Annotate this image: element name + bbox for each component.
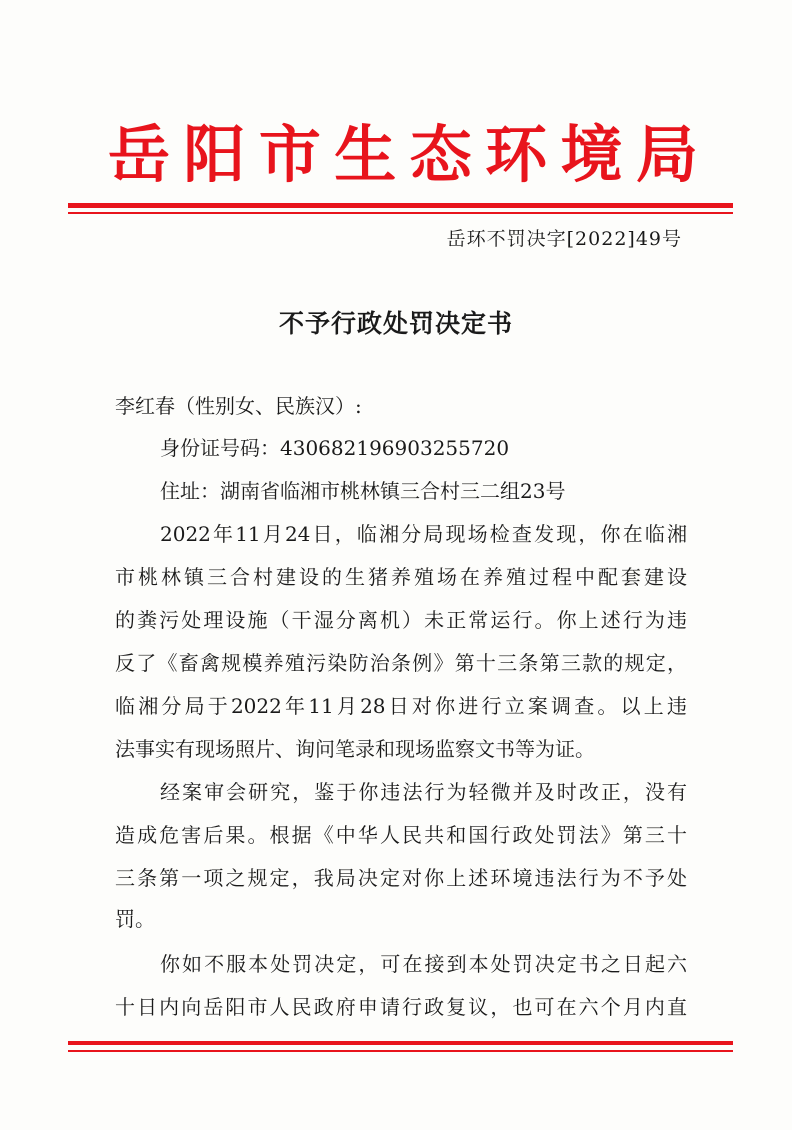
letterhead-char: 阳 (183, 118, 246, 191)
body-line: 法事实有现场照片、询问笔录和现场监察文书等为证。 (115, 737, 595, 761)
letterhead-char: 环 (485, 118, 548, 191)
party-name: 李红春（性别女、民族汉）: (115, 394, 362, 418)
header-rule-thick (68, 203, 733, 208)
document-title: 不予行政处罚决定书 (278, 309, 513, 338)
footer-rule-thick (68, 1041, 733, 1045)
letterhead-char: 境 (560, 118, 623, 191)
footer-rule-thin (68, 1050, 733, 1052)
letterhead-char: 生 (334, 118, 397, 191)
body-line: 造成危害后果。根据《中华人民共和国行政处罚法》第三十 (115, 823, 687, 847)
body-line: 罚。 (115, 907, 155, 931)
letterhead-char: 局 (635, 118, 698, 191)
body-line: 临湘分局于2022年11月28日对你进行立案调查。以上违 (115, 694, 687, 718)
letterhead-char: 态 (409, 118, 472, 191)
party-address: 住址：湖南省临湘市桃林镇三合村三二组23号 (160, 479, 566, 503)
header-rule-thin (68, 212, 733, 214)
body-line: 市桃林镇三合村建设的生猪养殖场在养殖过程中配套建设 (115, 565, 687, 589)
body-line: 十日内向岳阳市人民政府申请行政复议，也可在六个月内直 (115, 995, 687, 1019)
body-line: 三条第一项之规定，我局决定对你上述环境违法行为不予处 (115, 866, 687, 890)
body-line: 2022年11月24日，临湘分局现场检查发现，你在临湘 (160, 522, 687, 546)
body-line: 反了《畜禽规模养殖污染防治条例》第十三条第三款的规定， (115, 651, 687, 675)
letterhead-char: 市 (258, 118, 321, 191)
document-number: 岳环不罚决字[2022]49号 (446, 228, 682, 250)
party-id: 身份证号码：430682196903255720 (160, 436, 510, 460)
agency-letterhead (108, 118, 698, 192)
body-line: 你如不服本处罚决定，可在接到本处罚决定书之日起六 (160, 952, 687, 976)
letterhead-char: 岳 (108, 118, 171, 191)
body-line: 的粪污处理设施（干湿分离机）未正常运行。你上述行为违 (115, 608, 687, 632)
body-line: 经案审会研究，鉴于你违法行为轻微并及时改正，没有 (160, 780, 687, 804)
